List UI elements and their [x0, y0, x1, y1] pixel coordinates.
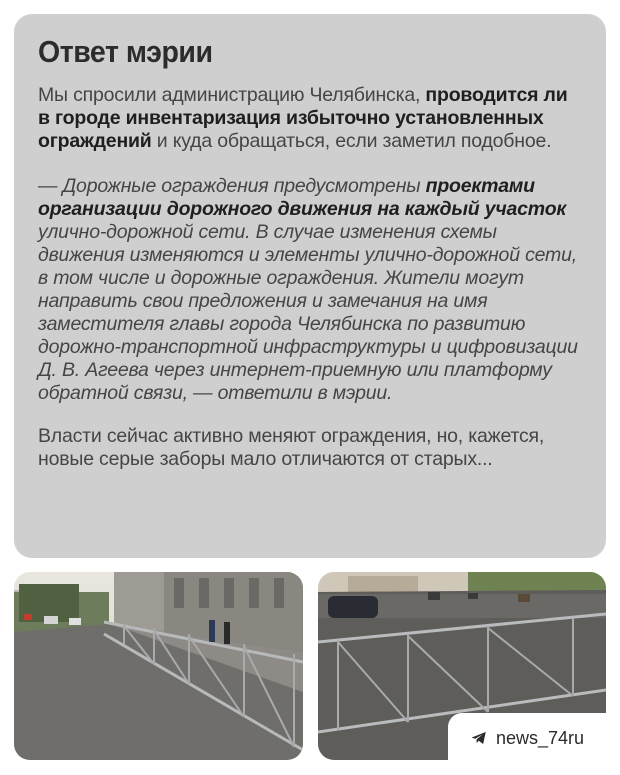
closing-paragraph: Власти сейчас активно меняют ограждения, но, кажется, новые серые заборы мало отличаются от старых...	[38, 425, 545, 470]
quote-paragraph	[38, 175, 584, 405]
quote-text-1: — Дорожные ограждения предусмотрены	[38, 175, 426, 197]
telegram-icon	[470, 729, 488, 747]
quote-bold: проектами организации дорожного движения на каждый участок	[38, 175, 567, 220]
mayor-response-card	[14, 14, 606, 558]
photo-street-fence	[14, 572, 303, 760]
source-handle: news_74ru	[495, 727, 585, 748]
intro-paragraph	[38, 84, 584, 153]
intro-text-1: Мы спросили администрацию Челябинска,	[38, 84, 426, 106]
card-title: Ответ мэрии	[38, 34, 213, 69]
intro-bold: проводится ли в городе инвентаризация избыточно установленных ограждений	[38, 84, 568, 152]
source-tag[interactable]	[448, 713, 606, 763]
quote-text-2: улично-дорожной сети. В случае изменения схемы движения изменяются и элементы улично-дорожной сети, в том числе и дорожные ограждения. Жители могут направить свои предложения и замечания на имя заместителя главы города Челябинска по развитию дорожно-транспортной инфраструктуры и цифровизации Д. В. Агеева через интернет-приемную или платформу обратной связи, — ответили в мэрии.	[38, 221, 578, 404]
intro-text-2: и куда обращаться, если заметил подобное.	[151, 130, 552, 152]
